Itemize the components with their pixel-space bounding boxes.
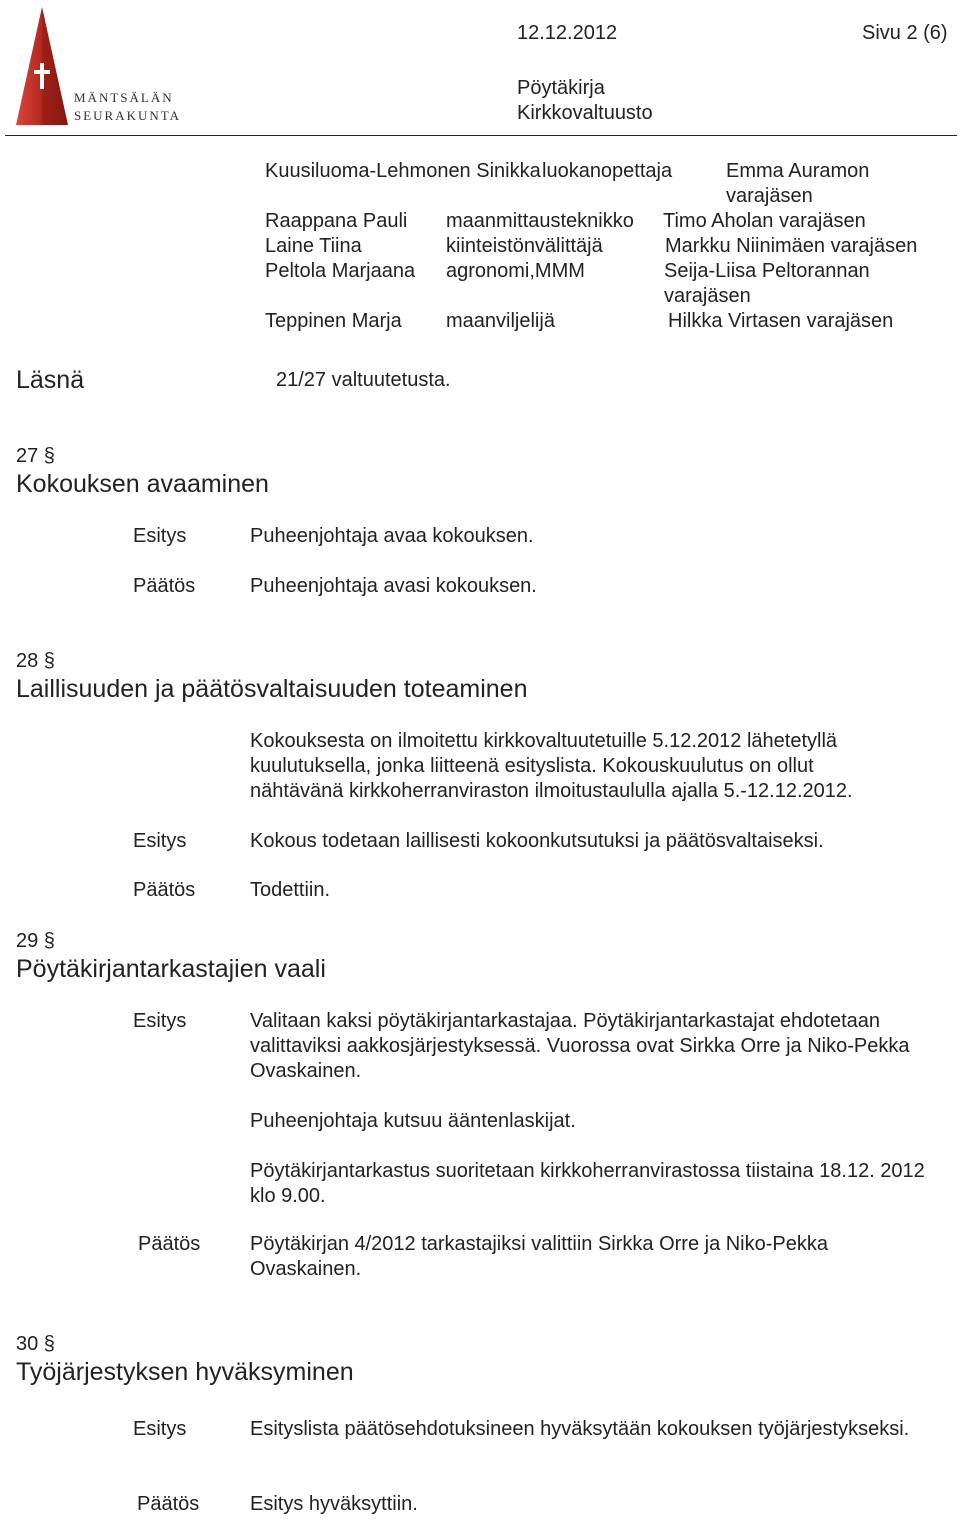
page-number: Sivu 2 (6): [862, 22, 948, 44]
document-date: 12.12.2012: [517, 22, 618, 44]
section-number: 27 §: [16, 445, 55, 467]
esitys-label: Esitys: [133, 830, 187, 852]
section-title: Pöytäkirjantarkastajien vaali: [16, 955, 326, 983]
member-occupation: agronomi,MMM: [446, 260, 585, 282]
paatos-text: Todettiin.: [250, 879, 331, 901]
section-number: 29 §: [16, 930, 55, 952]
member-role: Seija-Liisa Peltorannan: [664, 260, 870, 282]
esitys-text-2: Puheenjohtaja kutsuu ääntenlaskijat.: [250, 1110, 576, 1132]
member-occupation: luokanopettaja: [542, 160, 673, 182]
esitys-label: Esitys: [133, 525, 187, 547]
document-type: Pöytäkirja: [517, 77, 605, 99]
paatos-label: Päätös: [133, 879, 196, 901]
header-divider: [5, 135, 957, 136]
section-number: 28 §: [16, 650, 55, 672]
member-role: Timo Aholan varajäsen: [663, 210, 866, 232]
paatos-text: Esitys hyväksyttiin.: [250, 1493, 418, 1515]
present-count: 21/27 valtuutetusta.: [276, 369, 451, 391]
member-role-cont: varajäsen: [664, 285, 751, 307]
esitys-label: Esitys: [133, 1418, 187, 1440]
paatos-label: Päätös: [133, 575, 196, 597]
member-name: Teppinen Marja: [265, 310, 402, 332]
paatos-text: Puheenjohtaja avasi kokouksen.: [250, 575, 537, 597]
member-name: Peltola Marjaana: [265, 260, 416, 282]
section-number: 30 §: [16, 1333, 55, 1355]
esitys-label: Esitys: [133, 1010, 187, 1032]
governing-body: Kirkkovaltuusto: [517, 102, 653, 124]
esitys-text: Kokous todetaan laillisesti kokoonkutsutuksi ja päätösvaltaiseksi.: [250, 830, 824, 852]
paatos-text: Pöytäkirjan 4/2012 tarkastajiksi valittiin Sirkka Orre ja Niko-Pekka Ovaskainen.: [250, 1233, 828, 1280]
section-title: Työjärjestyksen hyväksyminen: [16, 1358, 354, 1386]
member-name: Raappana Pauli: [265, 210, 408, 232]
esitys-text: Puheenjohtaja avaa kokouksen.: [250, 525, 534, 547]
member-occupation: kiinteistönvälittäjä: [446, 235, 603, 257]
paatos-label: Päätös: [138, 1233, 201, 1255]
org-name-line2: SEURAKUNTA: [74, 108, 182, 123]
esitys-text: Esityslista päätösehdotuksineen hyväksytään kokouksen työjärjestykseksi.: [250, 1418, 910, 1440]
member-occupation: maanmittausteknikko: [446, 210, 634, 232]
member-role: Emma Auramon: [726, 160, 870, 182]
section-title: Laillisuuden ja päätösvaltaisuuden toteaminen: [16, 675, 528, 703]
present-label: Läsnä: [16, 366, 85, 394]
org-name-line1: MÄNTSÄLÄN: [74, 90, 174, 105]
member-role: Markku Niinimäen varajäsen: [665, 235, 918, 257]
member-occupation: maanviljelijä: [446, 310, 555, 332]
section-intro: Kokouksesta on ilmoitettu kirkkovaltuutetuille 5.12.2012 lähetetyllä kuulutuksella, jonka liitteenä esityslista. Kokouskuulutus on ollut nähtävänä kirkkoherranviraston ilmoitustaululla ajalla 5.-12.12.2012.: [250, 730, 853, 802]
section-title: Kokouksen avaaminen: [16, 470, 269, 498]
esitys-text-3: Pöytäkirjantarkastus suoritetaan kirkkoherranvirastossa tiistaina 18.12. 2012 klo 9.00.: [250, 1160, 925, 1207]
paatos-label: Päätös: [137, 1493, 200, 1515]
member-role-cont: varajäsen: [726, 185, 813, 207]
member-role: Hilkka Virtasen varajäsen: [668, 310, 894, 332]
esitys-text: Valitaan kaksi pöytäkirjantarkastajaa. Pöytäkirjantarkastajat ehdotetaan valittaviksi aakkosjärjestyksessä. Vuorossa ovat Sirkka Orre ja Niko-Pekka Ovaskainen.: [250, 1010, 910, 1082]
member-name: Kuusiluoma-Lehmonen Sinikka: [265, 160, 541, 182]
member-name: Laine Tiina: [265, 235, 362, 257]
